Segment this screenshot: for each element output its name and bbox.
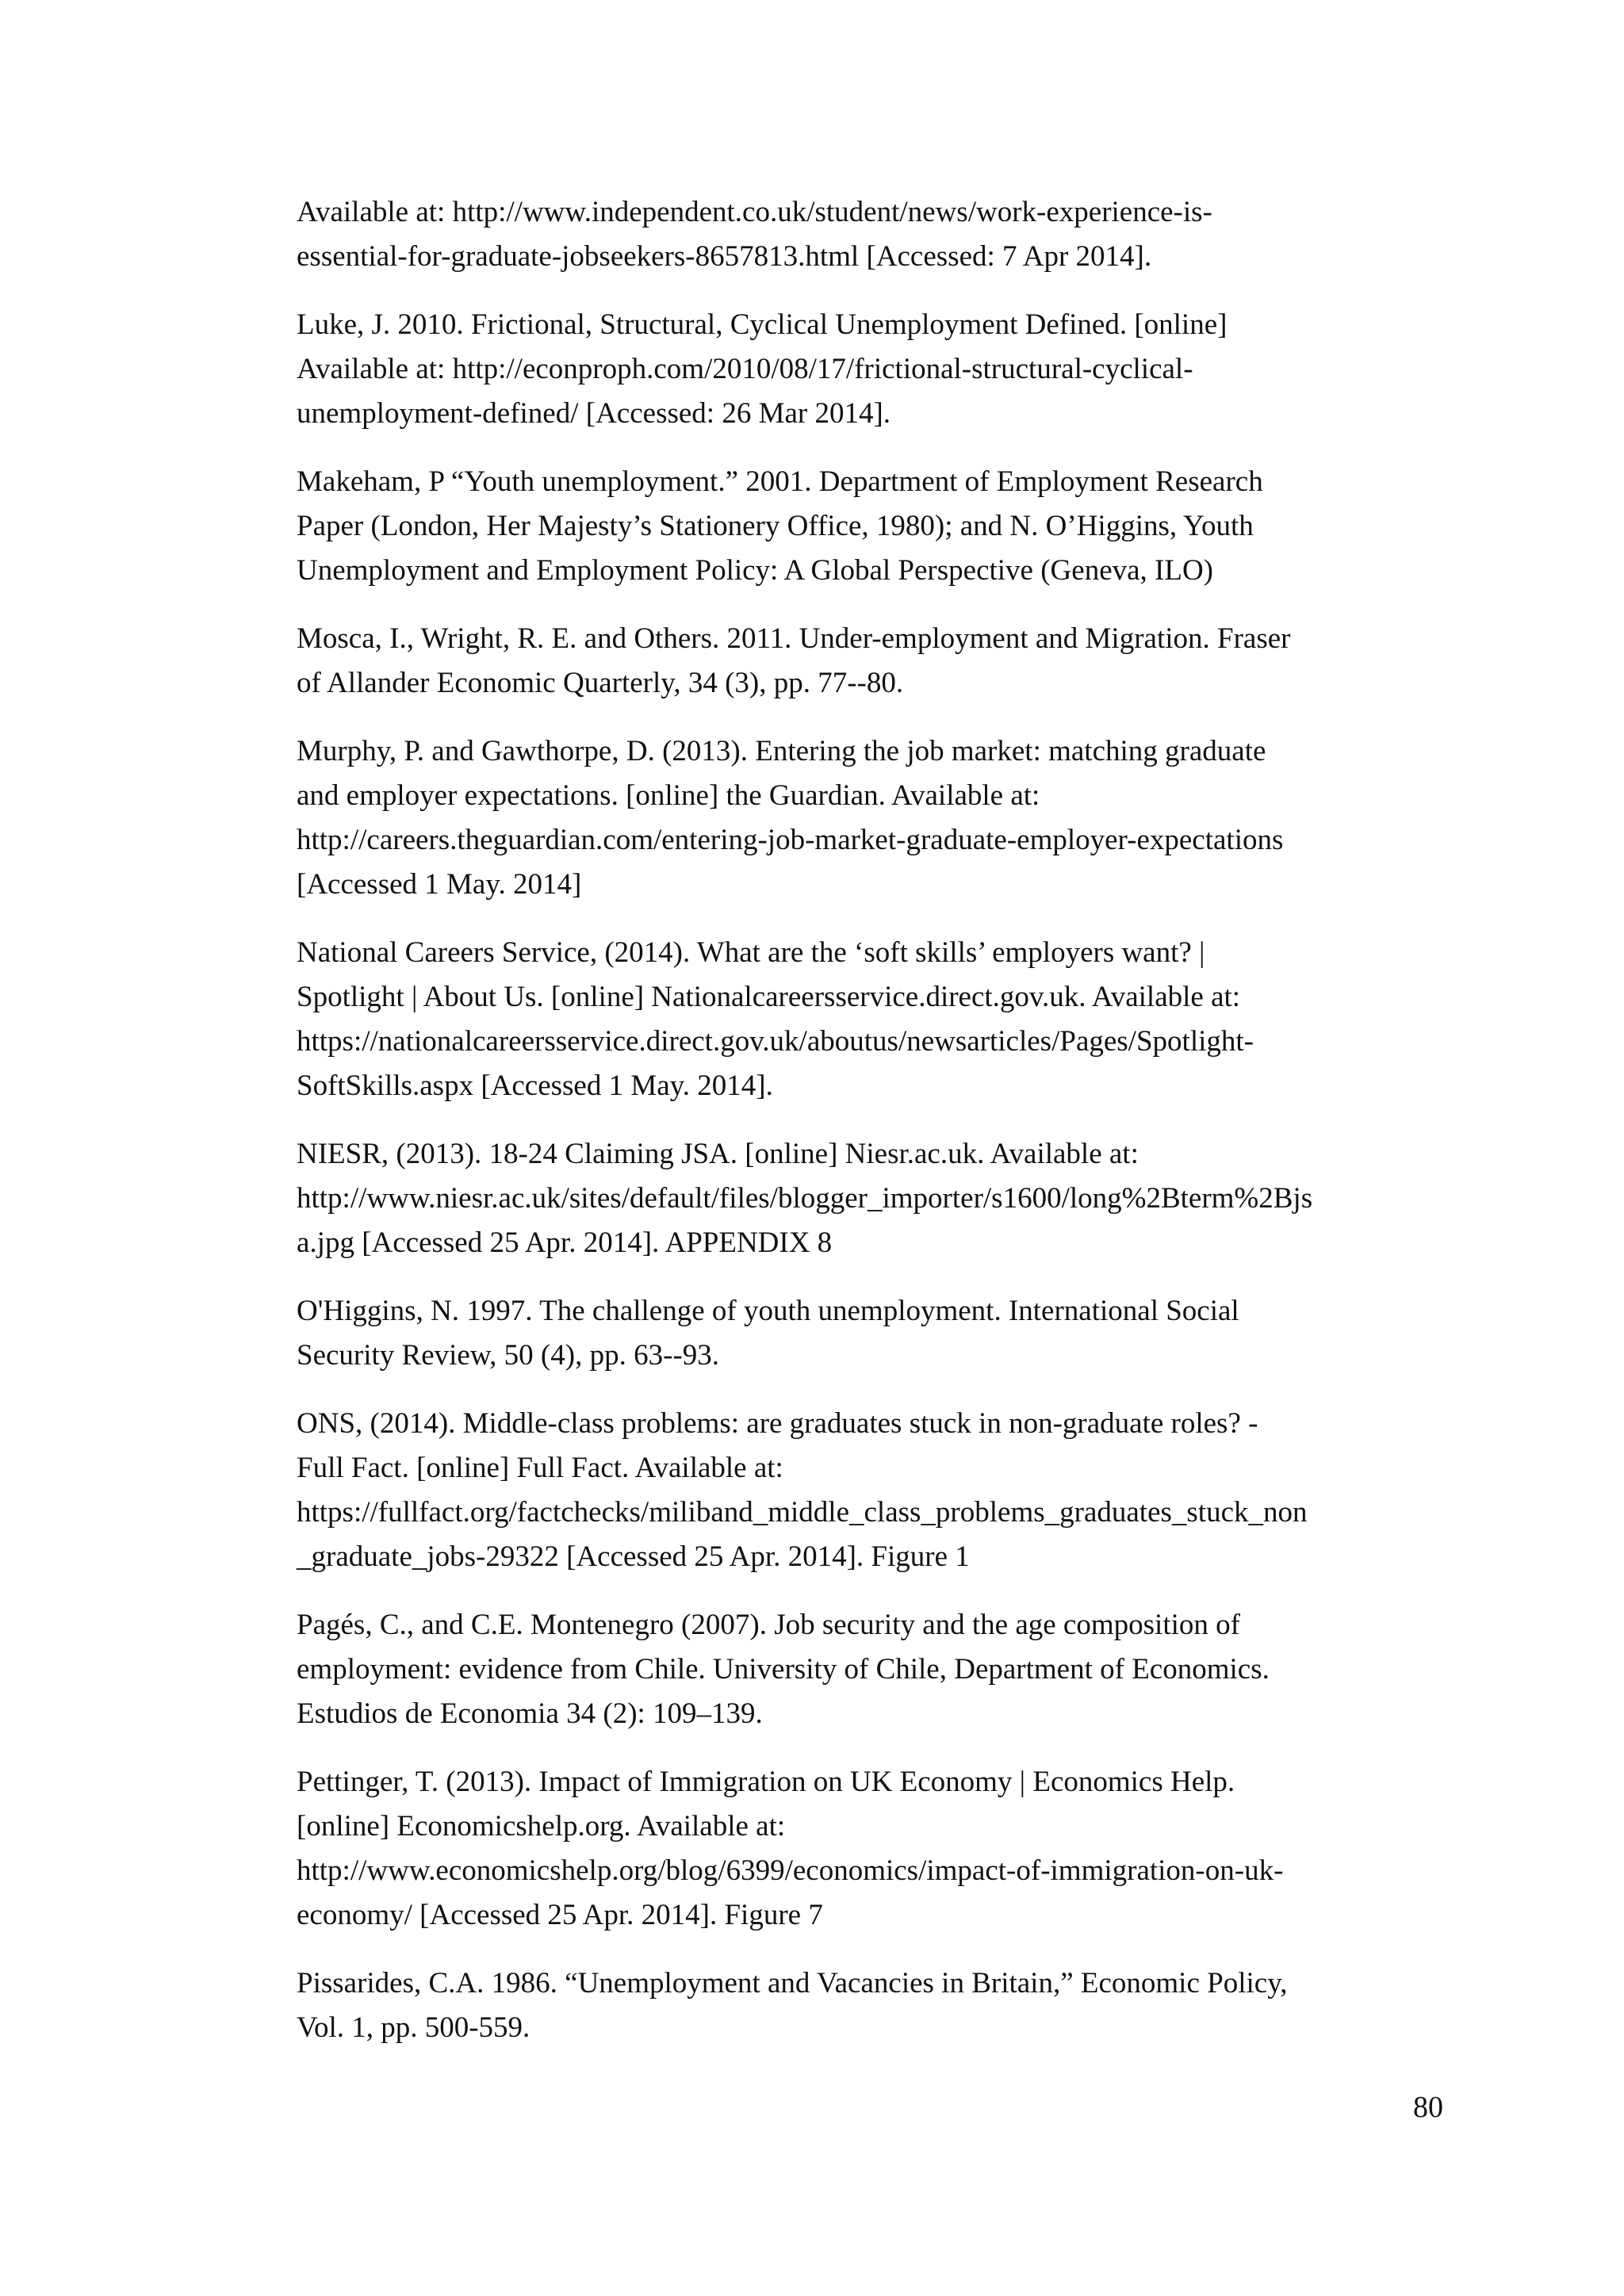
reference-line: unemployment-defined/ [Accessed: 26 Mar 2014]. bbox=[297, 397, 891, 430]
reference-line: Murphy, P. and Gawthorpe, D. (2013). Entering the job market: matching graduate bbox=[297, 735, 1266, 767]
reference-line: NIESR, (2013). 18-24 Claiming JSA. [online] Niesr.ac.uk. Available at: bbox=[297, 1138, 1139, 1170]
reference-entry bbox=[297, 1289, 1438, 1378]
reference-line: Estudios de Economia 34 (2): 109–139. bbox=[297, 1697, 763, 1730]
reference-line: Unemployment and Employment Policy: A Global Perspective (Geneva, ILO) bbox=[297, 554, 1213, 587]
reference-line: National Careers Service, (2014). What are the ‘soft skills’ employers want? | bbox=[297, 936, 1205, 969]
reference-line: Pettinger, T. (2013). Impact of Immigration on UK Economy | Economics Help. bbox=[297, 1766, 1235, 1798]
reference-entry bbox=[297, 1402, 1438, 1579]
reference-line: and employer expectations. [online] the Guardian. Available at: bbox=[297, 779, 1040, 812]
reference-line: a.jpg [Accessed 25 Apr. 2014]. APPENDIX 8 bbox=[297, 1226, 833, 1259]
reference-line: Pagés, C., and C.E. Montenegro (2007). Job security and the age composition of bbox=[297, 1609, 1240, 1641]
reference-line: _graduate_jobs-29322 [Accessed 25 Apr. 2014]. Figure 1 bbox=[297, 1540, 970, 1573]
reference-line: Pissarides, C.A. 1986. “Unemployment and Vacancies in Britain,” Economic Policy, bbox=[297, 1967, 1288, 1999]
reference-line: Available at: http://econproph.com/2010/08/17/frictional-structural-cyclical- bbox=[297, 353, 1193, 385]
reference-line: https://fullfact.org/factchecks/miliband_middle_class_problems_graduates_stuck_non bbox=[297, 1496, 1308, 1529]
reference-line: employment: evidence from Chile. University of Chile, Department of Economics. bbox=[297, 1653, 1270, 1686]
reference-line: https://nationalcareersservice.direct.gov.uk/aboutus/newsarticles/Pages/Spotlight- bbox=[297, 1025, 1254, 1058]
reference-line: Mosca, I., Wright, R. E. and Others. 2011. Under-employment and Migration. Fraser bbox=[297, 622, 1291, 655]
reference-entry bbox=[297, 729, 1438, 907]
reference-line: [Accessed 1 May. 2014] bbox=[297, 868, 582, 901]
reference-entry bbox=[297, 1961, 1438, 2050]
reference-line: Security Review, 50 (4), pp. 63--93. bbox=[297, 1339, 719, 1372]
reference-line: Paper (London, Her Majesty’s Stationery Office, 1980); and N. O’Higgins, Youth bbox=[297, 510, 1254, 542]
reference-line: http://www.economicshelp.org/blog/6399/economics/impact-of-immigration-on-uk- bbox=[297, 1854, 1284, 1887]
reference-line: http://www.niesr.ac.uk/sites/default/files/blogger_importer/s1600/long%2Bterm%2Bjs bbox=[297, 1182, 1313, 1215]
reference-line: http://careers.theguardian.com/entering-job-market-graduate-employer-expectations bbox=[297, 824, 1284, 856]
reference-line: essential-for-graduate-jobseekers-8657813.html [Accessed: 7 Apr 2014]. bbox=[297, 240, 1152, 273]
reference-line: O'Higgins, N. 1997. The challenge of youth unemployment. International Social bbox=[297, 1295, 1239, 1327]
page-number: 80 bbox=[1413, 2091, 1443, 2124]
reference-line: Makeham, P “Youth unemployment.” 2001. Department of Employment Research bbox=[297, 465, 1263, 498]
reference-line: Luke, J. 2010. Frictional, Structural, Cyclical Unemployment Defined. [online] bbox=[297, 308, 1228, 341]
reference-entry bbox=[297, 931, 1438, 1108]
reference-line: Available at: http://www.independent.co.uk/student/news/work-experience-is- bbox=[297, 196, 1212, 228]
reference-line: economy/ [Accessed 25 Apr. 2014]. Figure 7 bbox=[297, 1899, 823, 1931]
reference-entry bbox=[297, 460, 1438, 593]
reference-line: [online] Economicshelp.org. Available at: bbox=[297, 1810, 786, 1843]
reference-entry bbox=[297, 303, 1438, 436]
reference-entry bbox=[297, 1132, 1438, 1265]
reference-entry bbox=[297, 190, 1438, 279]
reference-line: Spotlight | About Us. [online] Nationalcareersservice.direct.gov.uk. Available at: bbox=[297, 981, 1241, 1013]
reference-line: SoftSkills.aspx [Accessed 1 May. 2014]. bbox=[297, 1070, 773, 1102]
reference-line: Vol. 1, pp. 500-559. bbox=[297, 2011, 530, 2044]
reference-entry bbox=[297, 1603, 1438, 1736]
reference-line: Full Fact. [online] Full Fact. Available at: bbox=[297, 1452, 783, 1484]
reference-line: ONS, (2014). Middle-class problems: are graduates stuck in non-graduate roles? - bbox=[297, 1407, 1258, 1440]
reference-entry bbox=[297, 617, 1438, 706]
reference-line: of Allander Economic Quarterly, 34 (3), pp. 77--80. bbox=[297, 667, 904, 699]
reference-list bbox=[297, 190, 1438, 2050]
reference-entry bbox=[297, 1760, 1438, 1938]
